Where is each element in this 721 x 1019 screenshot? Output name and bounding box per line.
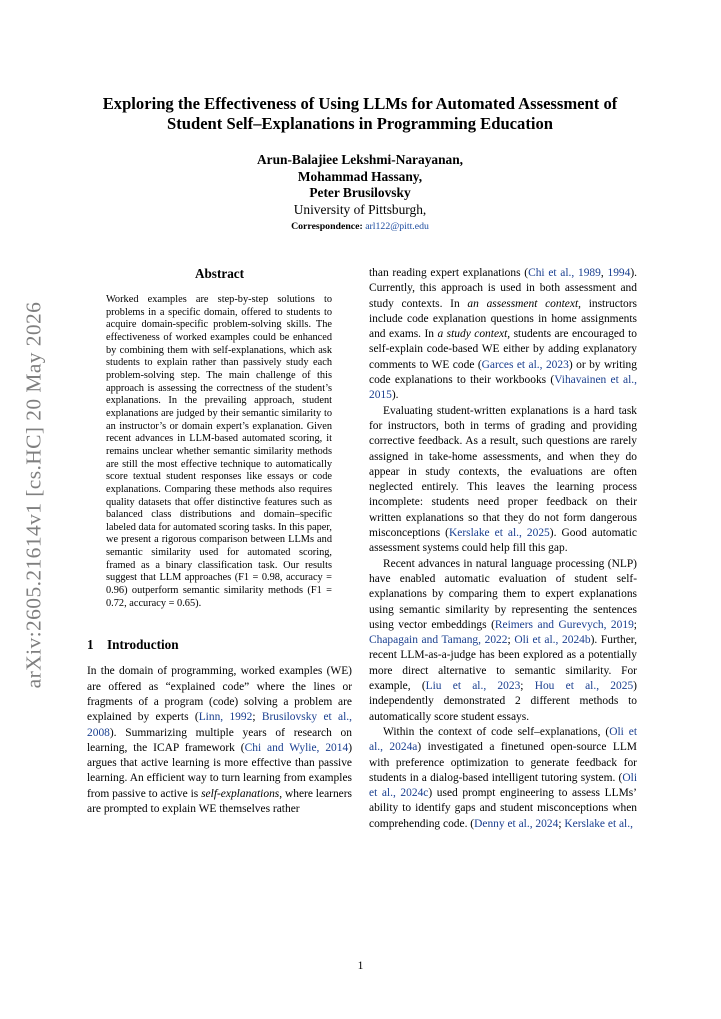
author-name: Peter Brusilovsky xyxy=(309,185,411,200)
abstract-text: Worked examples are step-by-step solutions to problems in a specific domain, offered to students to acquire domain-specific problem-solving skills. The effectiveness of worked examples could be enhanced by combining them with self-explanations, which ask students to explain rather than passively study each problem-solving step. The main challenge of this approach is assessing the correctness of the student’s explanations. In the prevailing approach, student explanations are judged by their semantic similarity to an instructor’s or domain expert’s explanation. Given recent advances in LLM-based automated scoring, it remains unclear whether semantic similarity methods are still the most effective technique to automatically score textual student responses like essays or code explanations. Comparing these methods also requires quality datasets that offer distinctive features such as balanced class distributions and domain–specific labeled data for automated scoring tasks. In this paper, we present a rigorous comparison between LLMs and semantic similarity used for automated scoring, framed as a binary classification task. Our results suggest that LLM approaches (F1 = 0.98, accuracy = 0.96) outperform semantic similarity methods (F1 = 0.72, accuracy = 0.65). xyxy=(106,294,332,609)
arxiv-identifier: arXiv:2605.21614v1 [cs.HC] 20 May 2026 xyxy=(21,301,46,689)
paragraph-text: ) argues that active learning is more effective than passive learning. An efficient way to turn learning from examples from passive to active is xyxy=(87,741,353,800)
affiliation: University of Pittsburgh, xyxy=(293,201,427,217)
intro-paragraph-1-continued xyxy=(369,266,637,404)
paragraph-text: Recent advances in natural language processing (NLP) have enabled automatic evaluation of student self-explanations by comparing them to expert explanations using semantic similarity by representing the sentences using vector embeddings ( xyxy=(369,557,637,631)
citation-link[interactable]: Chapagain and Tamang, 2022 xyxy=(369,634,508,647)
paragraph-text: ) used prompt engineering to assess LLMs’ ability to identify gaps and student misconceptions when comprehending code. ( xyxy=(369,787,637,830)
title-line-1: Exploring the Effectiveness of Using LLMs for Automated Assessment of xyxy=(102,94,618,113)
paragraph-text: ; xyxy=(558,817,565,830)
section-number: 1 xyxy=(87,637,94,653)
citation-link[interactable]: Oli et al., 2024a xyxy=(369,725,637,754)
paragraph-text: ) or by writing code explanations to their workbooks ( xyxy=(369,358,637,387)
citation-link[interactable]: Oli et al., 2024b xyxy=(514,634,591,647)
page-number: 1 xyxy=(357,960,364,972)
paragraph-text: ). Currently, this approach is used in both assessment and study contexts. In xyxy=(369,267,638,310)
paragraph-text: ) independently demonstrated 2 different methods to automatically score student essays. xyxy=(369,680,637,723)
intro-paragraph-3 xyxy=(369,557,637,725)
citation-link[interactable]: Chi and Wylie, 2014 xyxy=(244,741,349,754)
paragraph-text: In the domain of programming, worked examples (WE) are offered as “explained code” where the lines or fragments of a program (code) solving a problem are explained by experts ( xyxy=(87,665,352,724)
intro-paragraph-1 xyxy=(87,664,352,817)
paragraph-text: ; xyxy=(507,634,515,647)
citation-link[interactable]: Reimers and Gurevych, 2019 xyxy=(494,618,634,631)
citation-link[interactable]: 1994 xyxy=(607,267,631,279)
abstract-heading: Abstract xyxy=(194,266,245,281)
intro-paragraph-4 xyxy=(369,725,637,832)
emphasis-text: an assessment context xyxy=(467,297,579,310)
title-line-2: Student Self–Explanations in Programming Education xyxy=(166,113,554,133)
citation-link[interactable]: Denny et al., 2024 xyxy=(474,817,559,830)
emphasis-text: a study context xyxy=(437,328,508,341)
paragraph-text: ) investigated a finetuned open-source LLM with preference optimization to generate feedback for students in a dialog-based intelligent tutoring system. ( xyxy=(369,741,637,784)
author-block xyxy=(150,152,570,233)
paragraph-text: ). Further, recent LLM-as-a-judge has been explored as a potentially more direct alternative to semantic similarity. For example, ( xyxy=(369,634,637,693)
citation-link[interactable]: Brusilovsky et al., 2008 xyxy=(87,711,352,739)
citation-link[interactable]: Kerslake et al., 2025 xyxy=(448,527,550,540)
paper-title xyxy=(80,94,640,133)
paragraph-text: ). xyxy=(391,389,399,402)
citation-link[interactable]: Liu et al., 2023 xyxy=(425,680,521,693)
paragraph-text: Evaluating student-written explanations is a hard task for instructors, both in terms of grading and providing corrective feedback. As a result, such questions are rarely assigned in take-home assessments, and when they do appear in study contexts, the evaluations are often neglected entirely. This leaves the learning process incomplete: students need proper feedback on their written explanations so that they do not form dangerous misconceptions ( xyxy=(369,404,637,540)
citation-link[interactable]: Garces et al., 2023 xyxy=(481,358,569,371)
correspondence-line xyxy=(150,220,570,233)
author-name: Mohammad Hassany, xyxy=(297,168,423,184)
paragraph-text: than reading expert explanations ( xyxy=(369,267,529,279)
citation-link[interactable]: Hou et al., 2025 xyxy=(534,680,634,693)
paragraph-text: ; xyxy=(633,618,637,631)
citation-link[interactable]: Linn, 1992 xyxy=(198,711,253,724)
author-name: Arun-Balajiee Lekshmi-Narayanan, xyxy=(256,152,464,167)
citation-link[interactable]: Oli et al., 2024c xyxy=(369,771,637,800)
paragraph-text: ; xyxy=(252,711,262,724)
paragraph-text: , where learners are prompted to explain WE themselves rather xyxy=(87,787,353,816)
citation-link[interactable]: Chi et al., 1989 xyxy=(528,267,601,279)
section-title: Introduction xyxy=(107,637,179,653)
arxiv-sidebar xyxy=(14,293,54,698)
intro-paragraph-2 xyxy=(369,404,637,557)
left-column xyxy=(87,266,352,817)
emphasis-text: self-explanations xyxy=(201,787,280,800)
citation-link[interactable]: Kerslake et al., xyxy=(564,817,633,830)
paragraph-text: , xyxy=(600,267,608,279)
correspondence-email-link[interactable]: arl122@pitt.edu xyxy=(365,221,429,232)
citation-link[interactable]: Vihavainen et al., 2015 xyxy=(369,374,637,402)
paragraph-text: , students are encouraged to self-explain code-based WE either by adding explanatory comments to WE code ( xyxy=(369,328,638,371)
paragraph-text: Within the context of code self–explanations, ( xyxy=(383,725,610,738)
correspondence-label: Correspondence: xyxy=(291,221,363,232)
section-heading-introduction xyxy=(87,637,352,653)
right-column xyxy=(369,266,637,832)
paragraph-text: ; xyxy=(520,680,535,693)
paragraph-text: , instructors include code explanation questions in home assignments and exams. In xyxy=(369,297,637,341)
paragraph-text: ). Good automatic assessment systems could help fill this gap. xyxy=(369,527,637,555)
paragraph-text: ). Summarizing multiple years of research on learning, the ICAP framework ( xyxy=(87,726,352,754)
